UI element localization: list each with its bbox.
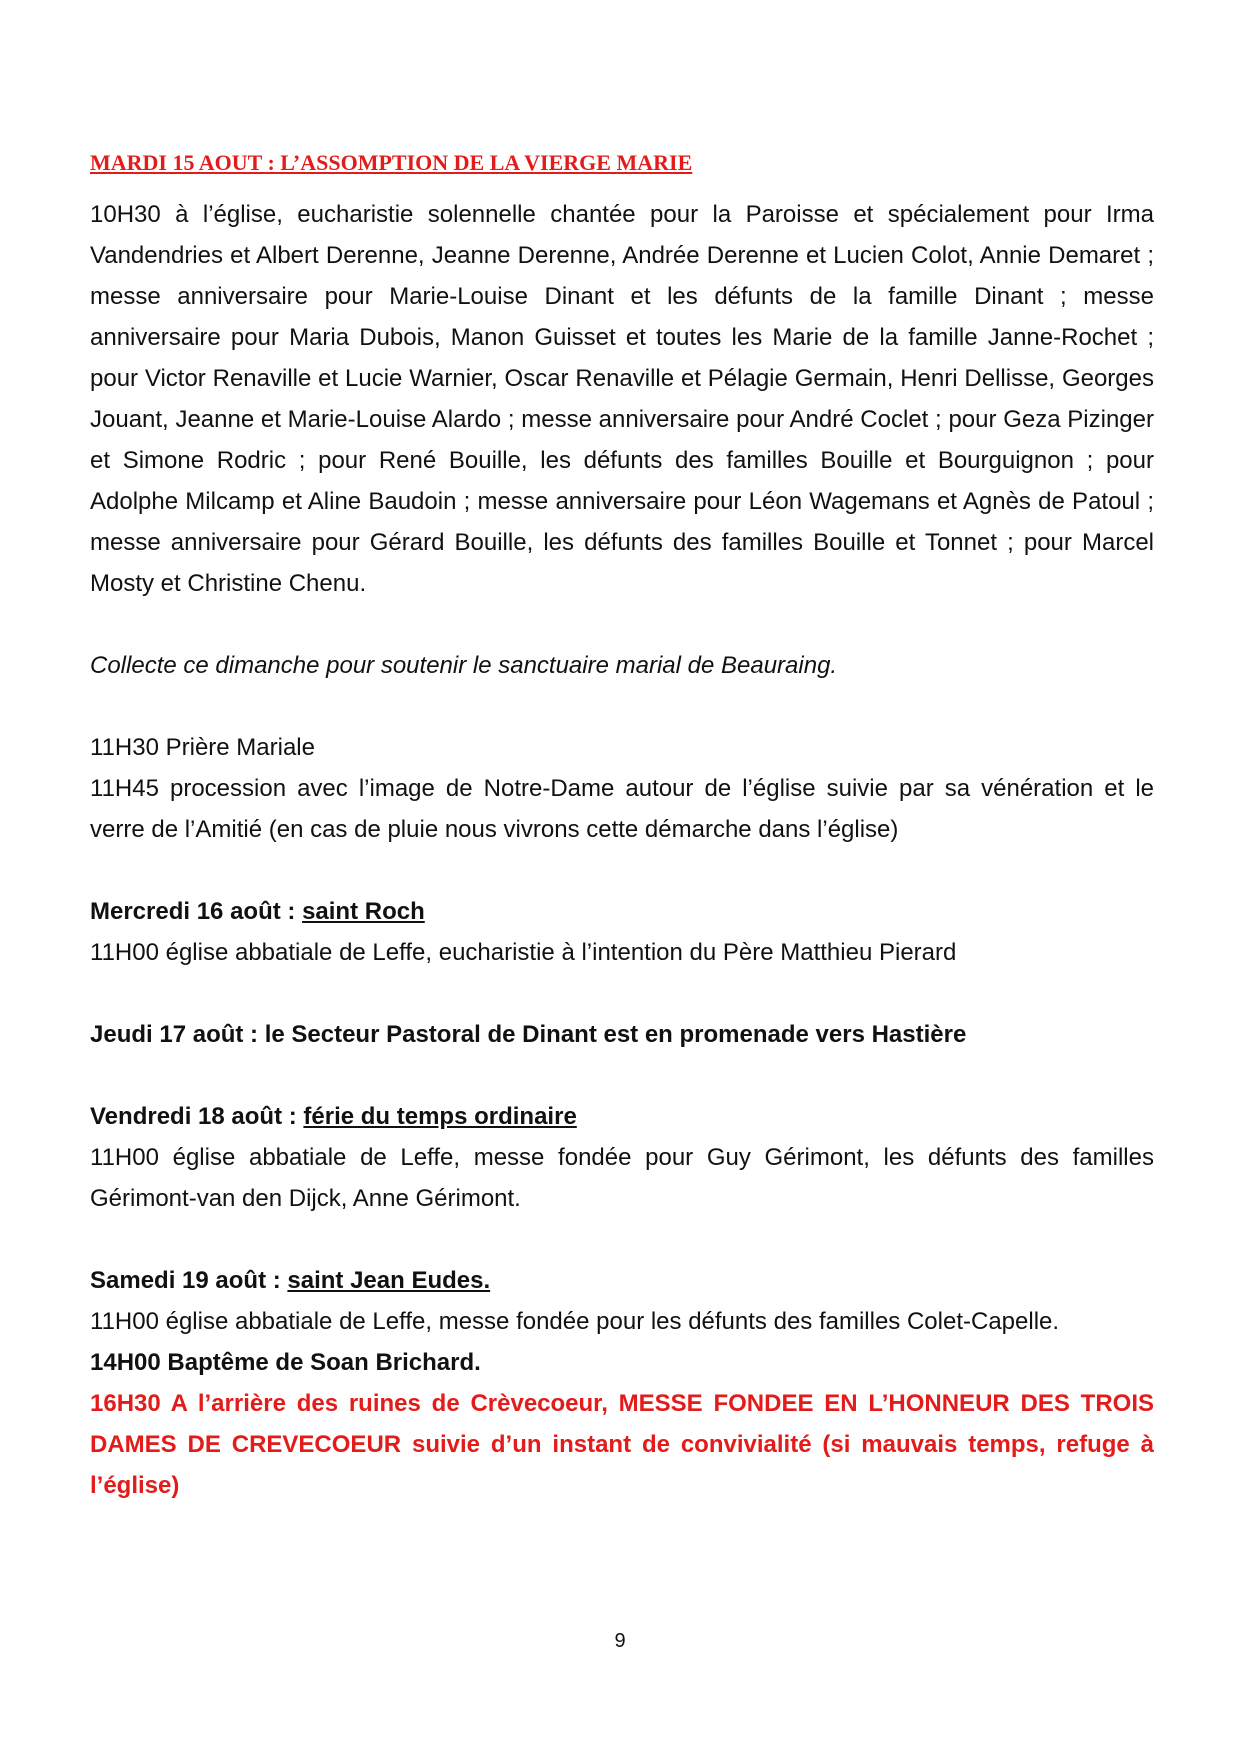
spacer [90, 604, 1154, 645]
samedi-day: Samedi 19 août : [90, 1267, 288, 1294]
vendredi-heading [90, 1096, 1154, 1137]
vendredi-day: Vendredi 18 août : [90, 1103, 304, 1130]
samedi-feast: saint Jean Eudes. [287, 1267, 491, 1294]
mercredi-feast: saint Roch [302, 898, 425, 925]
mercredi-text: 11H00 église abbatiale de Leffe, eucharistie à l’intention du Père Matthieu Pierard [90, 939, 957, 966]
vendredi-feast: férie du temps ordinaire [303, 1103, 577, 1130]
collecte-note: Collecte ce dimanche pour soutenir le sanctuaire marial de Beauraing. [90, 652, 838, 679]
bapteme-line: 14H00 Baptême de Soan Brichard. [90, 1349, 481, 1376]
spacer [90, 1055, 1154, 1096]
jeudi-heading: Jeudi 17 août : le Secteur Pastoral de Dinant est en promenade vers Hastière [90, 1021, 967, 1048]
vendredi-text: 11H00 église abbatiale de Leffe, messe fondée pour Guy Gérimont, les défunts des familles Gérimont-van den Dijck, Anne Gérimont. [90, 1144, 1154, 1212]
spacer [90, 686, 1154, 727]
messe-red-paragraph: 16H30 A l’arrière des ruines de Crèvecoeur, MESSE FONDEE EN L’HONNEUR DES TROIS DAMES DE CREVECOEUR suivie d’un instant de convivialité (si mauvais temps, refuge à l’église) [90, 1390, 1154, 1499]
samedi-heading [90, 1260, 1154, 1301]
document-page [90, 150, 1154, 1506]
intro-paragraph: 10H30 à l’église, eucharistie solennelle chantée pour la Paroisse et spécialement pour Irma Vandendries et Albert Derenne, Jeanne Derenne, Andrée Derenne et Lucien Colot, Annie Demaret ; messe anniversaire pour Marie-Louise Dinant et les défunts de la famille Dinant ; messe anniversaire pour Maria Dubois, Manon Guisset et toutes les Marie de la famille Janne-Rochet ; pour Victor Renaville et Lucie Warnier, Oscar Renaville et Pélagie Germain, Henri Dellisse, Georges Jouant, Jeanne et Marie-Louise Alardo ; messe anniversaire pour André Coclet ; pour Geza Pizinger et Simone Rodric ; pour René Bouille, les défunts des familles Bouille et Bourguignon ; pour Adolphe Milcamp et Aline Baudoin ; messe anniversaire pour Léon Wagemans et Agnès de Patoul ; messe anniversaire pour Gérard Bouille, les défunts des familles Bouille et Tonnet ; pour Marcel Mosty et Christine Chenu. [90, 201, 1154, 597]
procession-paragraph: 11H45 procession avec l’image de Notre-Dame autour de l’église suivie par sa vénération et le verre de l’Amitié (en cas de pluie nous vivrons cette démarche dans l’église) [90, 775, 1154, 843]
mercredi-heading [90, 891, 1154, 932]
samedi-text: 11H00 église abbatiale de Leffe, messe fondée pour les défunts des familles Colet-Capelle. [90, 1308, 1060, 1335]
page-number: 9 [614, 1630, 626, 1652]
mercredi-day: Mercredi 16 août : [90, 898, 303, 925]
spacer [90, 973, 1154, 1014]
section-title: MARDI 15 AOUT : L’ASSOMPTION DE LA VIERGE MARIE [90, 150, 693, 175]
spacer [90, 1219, 1154, 1260]
spacer [90, 850, 1154, 891]
priere-line: 11H30 Prière Mariale [90, 734, 315, 761]
